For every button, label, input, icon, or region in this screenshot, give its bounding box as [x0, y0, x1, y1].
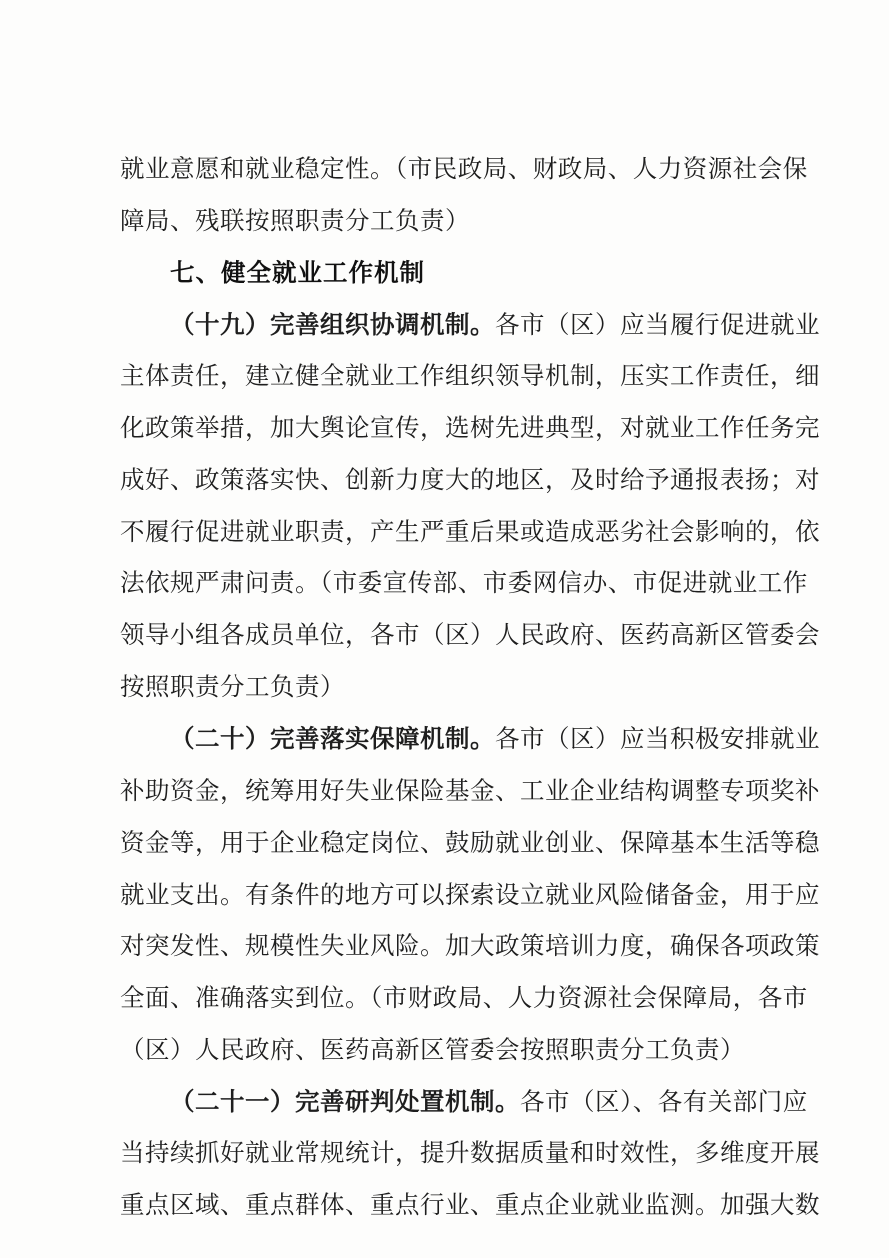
- paragraph-first-line: [170, 1086, 808, 1118]
- text-line: 对突发性、规模性失业风险。加大政策培训力度，确保各项政策: [120, 931, 820, 960]
- paragraph-text: 各市（区）、各有关部门应: [520, 1087, 808, 1116]
- paragraph-title: （二十）完善落实保障机制。: [170, 724, 495, 753]
- paragraph-text: 各市（区）应当积极安排就业: [495, 724, 820, 753]
- text-line: 就业意愿和就业稳定性。（市民政局、财政局、人力资源社会保: [120, 154, 808, 183]
- text-line: 全面、准确落实到位。（市财政局、人力资源社会保障局，各市: [120, 983, 808, 1012]
- paragraph-text: 各市（区）应当履行促进就业: [495, 310, 820, 339]
- text-line: 成好、政策落实快、创新力度大的地区，及时给予通报表扬；对: [120, 465, 820, 494]
- text-line: 法依规严肃问责。（市委宣传部、市委网信办、市促进就业工作: [120, 568, 808, 597]
- paragraph-title: （十九）完善组织协调机制。: [170, 310, 495, 339]
- paragraph-first-line: [170, 309, 820, 341]
- text-line: 补助资金，统筹用好失业保险基金、工业企业结构调整专项奖补: [120, 776, 820, 805]
- paragraph-first-line: [170, 723, 820, 755]
- text-line: 主体责任，建立健全就业工作组织领导机制，压实工作责任，细: [120, 361, 820, 390]
- text-line: 按照职责分工负责）: [120, 672, 345, 701]
- paragraph-title: （二十一）完善研判处置机制。: [170, 1087, 520, 1116]
- text-line: 重点区域、重点群体、重点行业、重点企业就业监测。加强大数: [120, 1190, 820, 1219]
- text-line: 领导小组各成员单位，各市（区）人民政府、医药高新区管委会: [120, 620, 820, 649]
- text-line: 障局、残联按照职责分工负责）: [120, 206, 470, 235]
- section-heading: 七、健全就业工作机制: [170, 258, 425, 287]
- text-line: 化政策举措，加大舆论宣传，选树先进典型，对就业工作任务完: [120, 413, 820, 442]
- text-line: 当持续抓好就业常规统计，提升数据质量和时效性，多维度开展: [120, 1138, 820, 1167]
- text-line: 资金等，用于企业稳定岗位、鼓励就业创业、保障基本生活等稳: [120, 828, 820, 857]
- text-line: （区）人民政府、医药高新区管委会按照职责分工负责）: [120, 1035, 745, 1064]
- text-line: 就业支出。有条件的地方可以探索设立就业风险储备金，用于应: [120, 880, 820, 909]
- text-line: 不履行促进就业职责，产生严重后果或造成恶劣社会影响的，依: [120, 517, 820, 546]
